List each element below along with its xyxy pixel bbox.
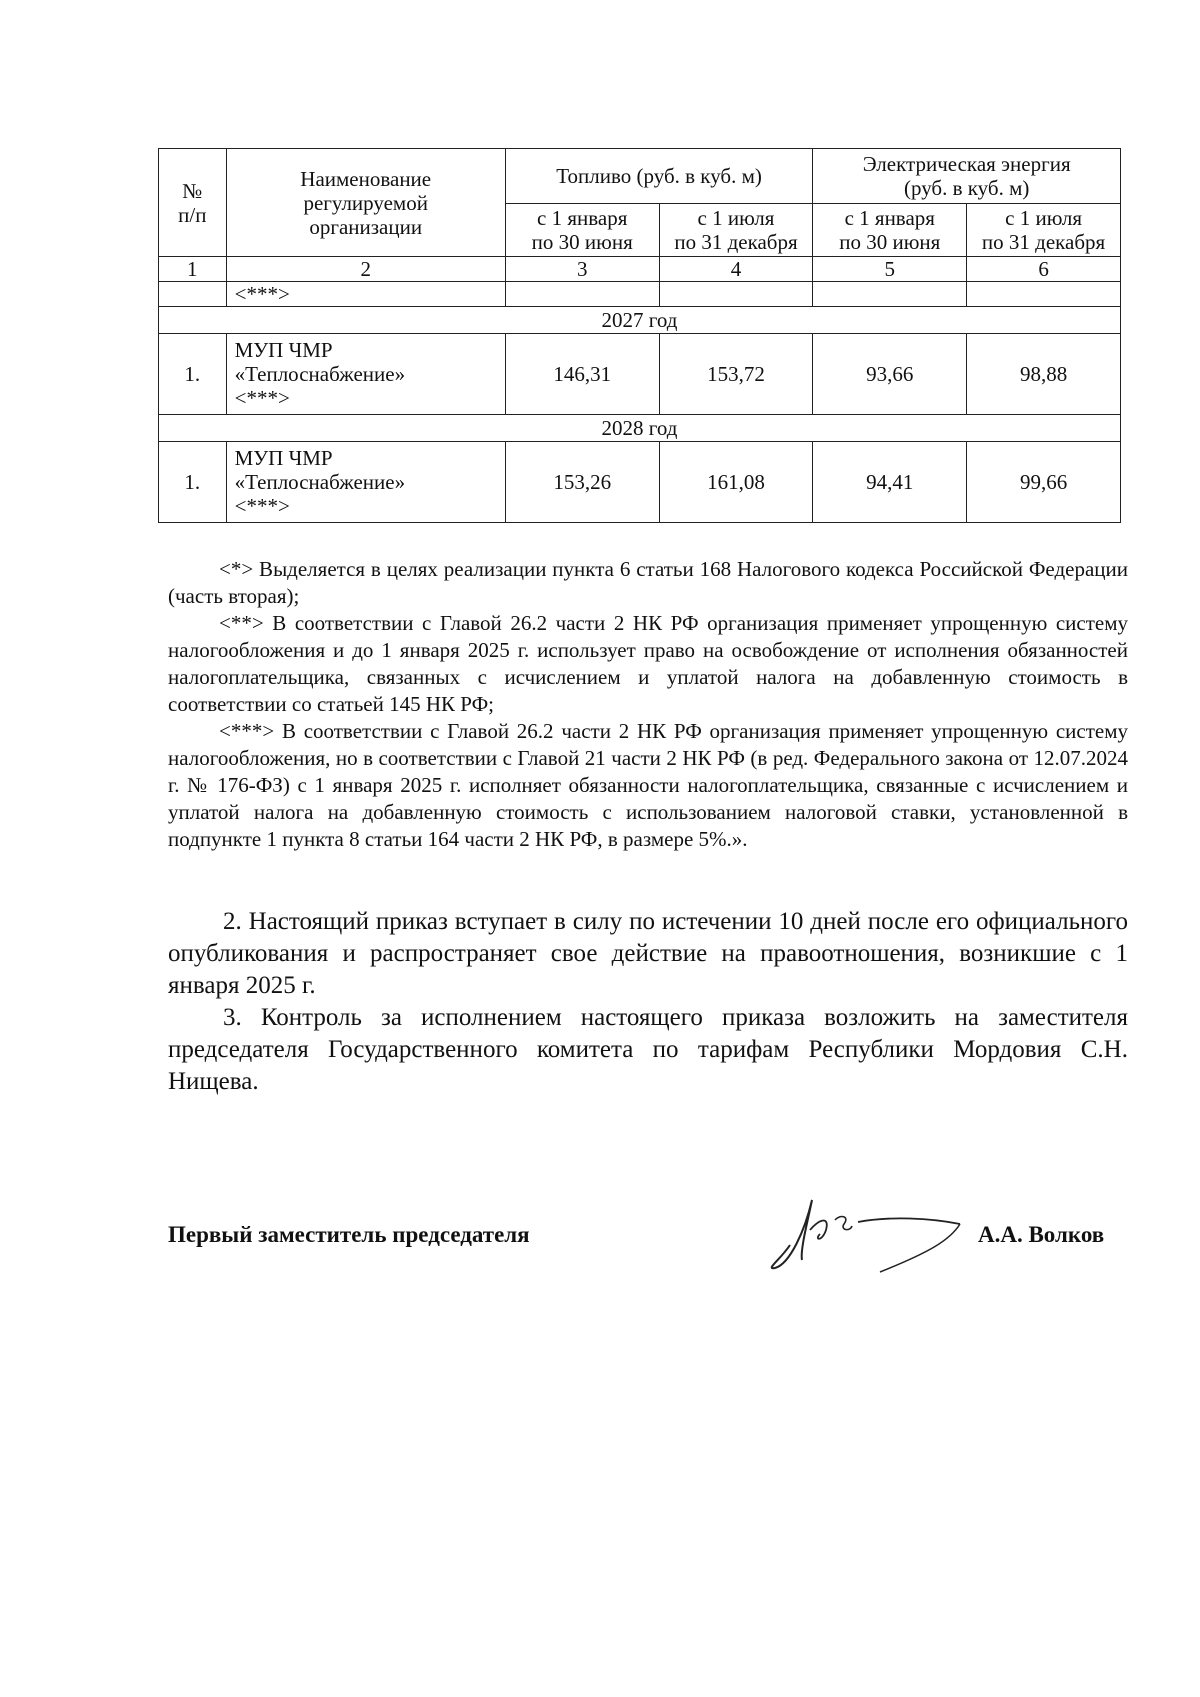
footnote: <*> Выделяется в целях реализации пункта 6 статьи 168 Налогового кодекса Российской Федерации (часть вторая); <box>168 557 1128 608</box>
year-row <box>159 307 1121 334</box>
table-row <box>159 282 1121 307</box>
org-note-marker: <***> <box>226 282 505 307</box>
value-cell: 153,72 <box>659 334 813 415</box>
column-number: 5 <box>813 257 967 282</box>
table-row <box>159 442 1121 523</box>
year-label: 2027 год <box>159 307 1121 334</box>
footnotes <box>168 556 1128 853</box>
row-number: 1. <box>159 334 227 415</box>
org-name: МУП ЧМР «Теплоснабжение» <***> <box>226 442 505 523</box>
header-num: № п/п <box>159 149 227 257</box>
value-cell: 94,41 <box>813 442 967 523</box>
paragraph: 2. Настоящий приказ вступает в силу по истечении 10 дней после его официального опубликования и распространяет свое действие на правоотношения, возникшие с 1 января 2025 г. <box>168 908 1128 999</box>
header-fuel: Топливо (руб. в куб. м) <box>505 149 813 204</box>
value-cell: 99,66 <box>967 442 1121 523</box>
value-cell: 161,08 <box>659 442 813 523</box>
value-cell: 146,31 <box>505 334 659 415</box>
header-period-3: с 1 января по 30 июня <box>813 204 967 257</box>
column-number: 4 <box>659 257 813 282</box>
paragraph: 3. Контроль за исполнением настоящего приказа возложить на заместителя председателя Государственного комитета по тарифам Республики Мордовия С.Н. Нищева. <box>168 1004 1128 1095</box>
table-header-row <box>159 149 1121 204</box>
column-number: 2 <box>226 257 505 282</box>
column-number: 6 <box>967 257 1121 282</box>
header-electricity: Электрическая энергия (руб. в куб. м) <box>813 149 1121 204</box>
signatory-name: А.А. Волков <box>978 1222 1105 1247</box>
header-period-4: с 1 июля по 31 декабря <box>967 204 1121 257</box>
org-name: МУП ЧМР «Теплоснабжение» <***> <box>226 334 505 415</box>
handwritten-signature <box>760 1190 990 1290</box>
footnote: <**> В соответствии с Главой 26.2 части 2 НК РФ организация применяет упрощенную систему налогообложения и до 1 января 2025 г. использует право на освобождение от исполнения обязанностей налогоплательщика, связанных с исчислением и уплатой налога на добавленную стоимость в соответствии со статьей 145 НК РФ; <box>168 611 1128 716</box>
footnote: <***> В соответствии с Главой 26.2 части 2 НК РФ организация применяет упрощенную систему налогообложения, но в соответствии с Главой 21 части 2 НК РФ (в ред. Федерального закона от 12.07.2024 г. № 176-ФЗ) с 1 января 2025 г. исполняет обязанности налогоплательщика, связанные с исчислением и уплатой налога на добавленную стоимость с использованием налоговой ставки, установленной в подпункте 1 пункта 8 статьи 164 части 2 НК РФ, в размере 5%.». <box>168 719 1128 851</box>
column-number-row <box>159 257 1121 282</box>
row-number: 1. <box>159 442 227 523</box>
header-org-name: Наименование регулируемой организации <box>226 149 505 257</box>
year-row <box>159 415 1121 442</box>
column-number: 3 <box>505 257 659 282</box>
value-cell: 93,66 <box>813 334 967 415</box>
column-number: 1 <box>159 257 227 282</box>
value-cell: 153,26 <box>505 442 659 523</box>
tariff-table <box>158 148 1121 523</box>
year-label: 2028 год <box>159 415 1121 442</box>
value-cell: 98,88 <box>967 334 1121 415</box>
header-period-1: с 1 января по 30 июня <box>505 204 659 257</box>
order-paragraphs <box>168 906 1128 1098</box>
signatory-position: Первый заместитель председателя <box>168 1222 530 1247</box>
header-period-2: с 1 июля по 31 декабря <box>659 204 813 257</box>
table-row <box>159 334 1121 415</box>
